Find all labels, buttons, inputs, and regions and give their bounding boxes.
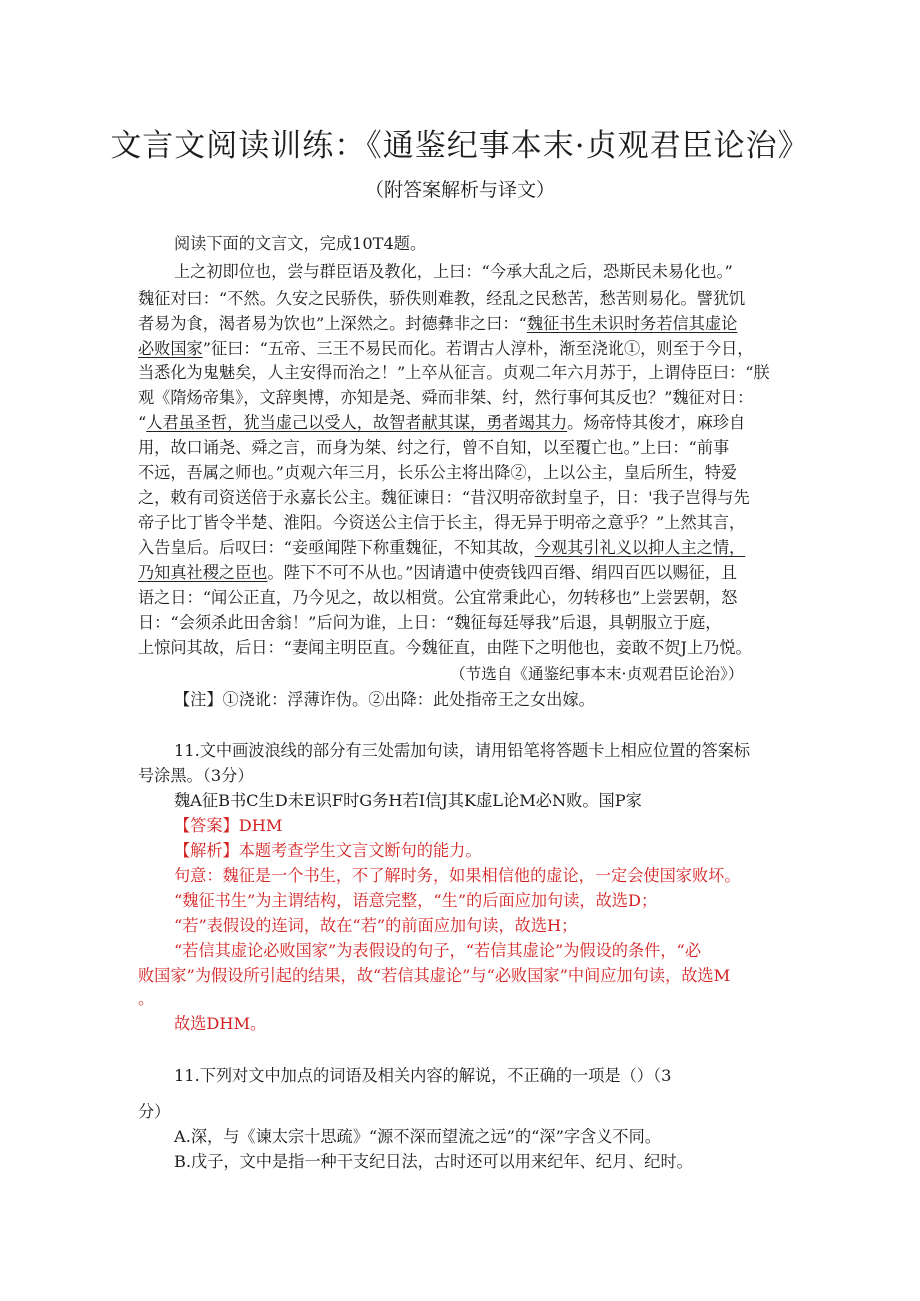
underlined-text: 今观其引礼义以抑人主之情， — [534, 538, 746, 557]
question-1-analysis: 【解析】本题考查学生文言文断句的能力。 — [174, 841, 482, 860]
passage-line: 入告皇后。后叹曰：“妾亟闻陛下称重魏征，不知其故，今观其引礼义以抑人主之情， — [138, 538, 746, 557]
passage-line: 用，故口诵尧、舜之言，而身为桀、纣之行，曾不自知，以至覆亡也。”上曰：“前事 — [138, 438, 730, 457]
passage-note: 【注】①浇讹：浮薄诈伪。②出降：此处指帝王之女出嫁。 — [174, 690, 595, 709]
analysis-line: 。 — [138, 989, 155, 1008]
analysis-line: 故选DHM。 — [174, 1014, 267, 1033]
analysis-line: 句意：魏征是一个书生，不了解时务，如果相信他的虚论，一定会使国家败坏。 — [174, 866, 741, 885]
option-b: B.戊子，文中是指一种干支纪日法，古时还可以用来纪年、纪月、纪时。 — [174, 1152, 693, 1171]
question-2-stem: 分） — [138, 1102, 171, 1121]
passage-line: 必败国家”征曰：“五帝、三王不易民而化。若谓古人淳朴，渐至浇讹①，则至于今日， — [138, 339, 754, 358]
question-1-options: 魏A征B书C生D未E识F时G务H若I信J其K虚L论M必N败。国P家 — [174, 791, 642, 810]
passage-line: “人君虽圣哲，犹当虚己以受人，故智者献其谋，勇者竭其力。炀帝恃其俊才，麻珍自 — [138, 413, 746, 432]
document-title: 文言文阅读训练：《通鉴纪事本末·贞观君臣论治》 — [110, 128, 810, 164]
underlined-text: 人君虽圣哲，犹当虚己以受人，故智者献其谋，勇者竭其力 — [146, 413, 568, 432]
passage-intro: 阅读下面的文言文，完成10T4题。 — [174, 234, 427, 253]
analysis-line: “魏征书生”为主谓结构，语意完整，“生”的后面应加句读，故选D； — [174, 891, 658, 910]
question-2-stem: 11.下列对文中加点的词语及相关内容的解说，不正确的一项是（）（3 — [174, 1066, 672, 1085]
document-subtitle: （附答案解析与译文） — [364, 179, 555, 201]
passage-line: 日：“会须杀此田舍翁！”后问为谁，上日：“魏征每廷辱我”后退，具朝服立于庭， — [138, 613, 722, 632]
passage-line: 之，敕有司资送倍于永嘉长公主。魏征谏日：“昔汉明帝欲封皇子，日：'我子岂得与先 — [138, 488, 750, 507]
question-1-answer: 【答案】DHM — [174, 816, 283, 835]
question-1-stem: 11.文中画波浪线的部分有三处需加句读，请用铅笔将答题卡上相应位置的答案标 — [174, 741, 751, 760]
passage-line: 观《隋炀帝集》，文辞奥博，亦知是尧、舜而非桀、纣，然行事何其反也？”魏征对日： — [138, 388, 754, 407]
underlined-text: 乃知真社稷之臣也 — [138, 563, 268, 582]
passage-line: 语之日：“闻公正直，乃今见之，故以相赏。公宜常秉此心，勿转移也”上尝罢朝，怒 — [138, 588, 738, 607]
passage-line: 魏征对曰：“不然。久安之民骄佚，骄佚则难教，经乱之民愁苦，愁苦则易化。譬犹饥 — [138, 289, 746, 308]
analysis-line: 败国家”为假设所引起的结果，故“若信其虚论”与“必败国家”中间应加句读，故选M — [138, 966, 731, 985]
passage-line: 当悉化为鬼魅矣，人主安得而治之！”上卒从征言。贞观二年六月苏于，上谓侍臣曰：“朕 — [138, 363, 770, 382]
passage-line: 者易为食，渴者易为饮也”上深然之。封德彝非之曰：“魏征书生未识时务若信其虚论 — [138, 314, 738, 333]
passage-line: 不远，吾属之师也。”贞观六年三月，长乐公主将出降②，上以公主，皇后所生，特爱 — [138, 463, 738, 482]
passage-line: 乃知真社稷之臣也。陛下不可不从也。”因请遣中使赍钱四百缗、绢四百匹以赐征，且 — [138, 563, 738, 582]
question-1-stem: 号涂黑。（3分） — [138, 766, 254, 785]
passage-source: （节选自《通鉴纪事本末·贞观君臣论治》） — [450, 665, 744, 683]
passage-line: 上之初即位也，尝与群臣语及教化，上曰：“今承大乱之后，恐斯民未易化也。” — [174, 262, 733, 281]
wavy-underline-text: 必败国家 — [138, 339, 203, 358]
passage-line: 上惊问其故，后日：“妻闻主明臣直。今魏征直，由陛下之明他也，妾敢不贺J上乃悦。 — [138, 638, 752, 657]
option-a: A.深，与《谏太宗十思疏》“源不深而望流之远”的“深”字含义不同。 — [174, 1127, 661, 1146]
wavy-underline-text: 魏征书生未识时务若信其虚论 — [526, 314, 738, 333]
analysis-line: “若信其虚论必败国家”为表假设的句子，“若信其虚论”为假设的条件，“必 — [174, 941, 702, 960]
analysis-line: “若”表假设的连词，故在“若”的前面应加句读，故选H； — [174, 916, 578, 935]
passage-line: 帝子比丁皆令半楚、淮阳。今资送公主信于长主，得无异于明帝之意乎？”上然其言， — [138, 513, 746, 532]
